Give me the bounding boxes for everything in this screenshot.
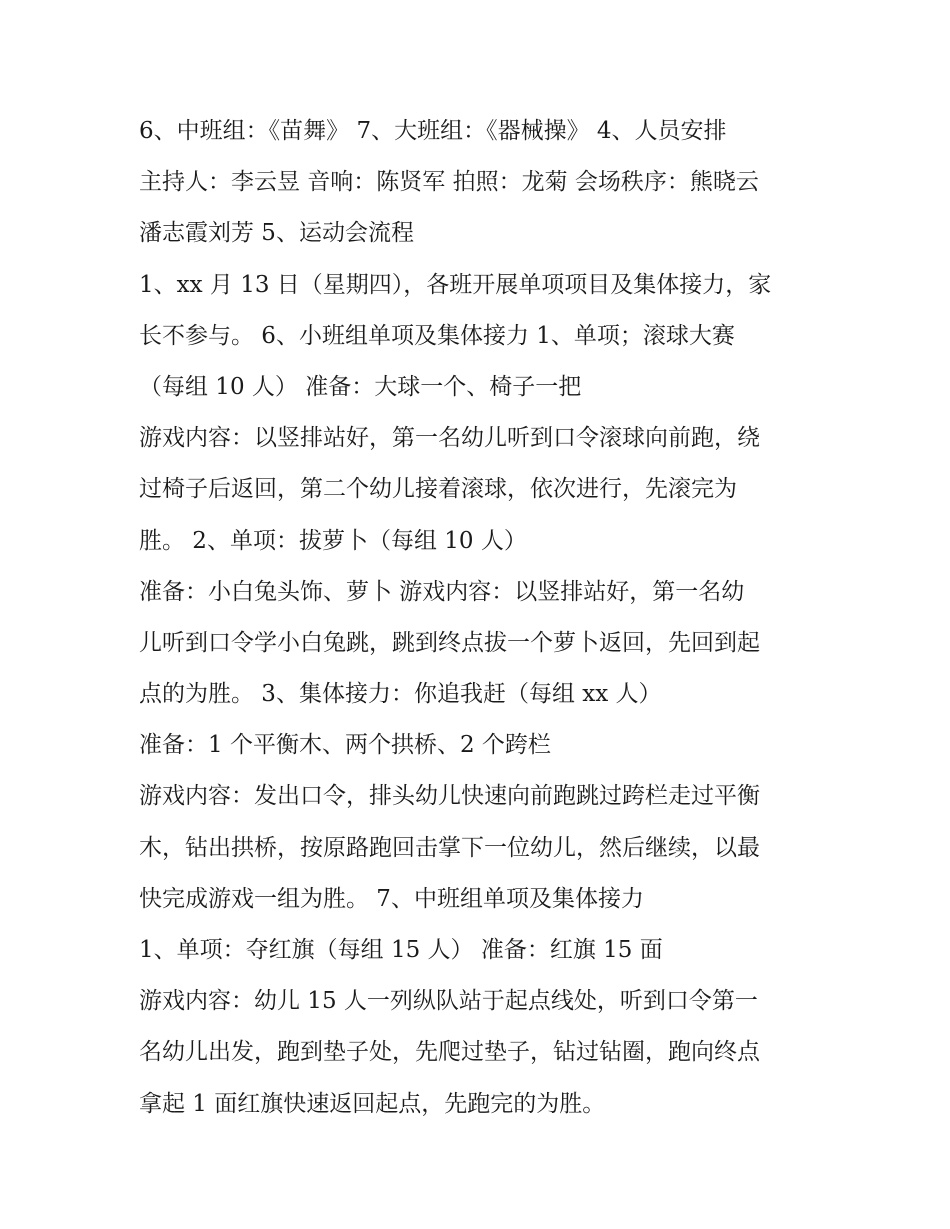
text-line: 快完成游戏一组为胜。 7、中班组单项及集体接力: [139, 885, 644, 912]
text-line: 长不参与。 6、小班组单项及集体接力 1、单项；滚球大赛: [139, 322, 735, 349]
text-line: 游戏内容：以竖排站好，第一名幼儿听到口令滚球向前跑，绕: [139, 425, 760, 452]
text-line: 点的为胜。 3、集体接力：你追我赶（每组 xx 人）: [139, 681, 662, 708]
text-line: 准备：1 个平衡木、两个拱桥、2 个跨栏: [139, 732, 551, 759]
text-line: 儿听到口令学小白兔跳，跳到终点拔一个萝卜返回，先回到起: [139, 629, 760, 656]
text-line: 木，钻出拱桥，按原路跑回击掌下一位幼儿，然后继续，以最: [139, 834, 760, 861]
text-line: 潘志霞刘芳 5、运动会流程: [139, 220, 414, 247]
text-line: 主持人：李云昱 音响：陈贤军 拍照：龙菊 会场秩序：熊晓云: [139, 169, 759, 196]
body-text: [139, 106, 829, 1130]
text-line: 1、单项：夺红旗（每组 15 人） 准备：红旗 15 面: [139, 937, 663, 963]
text-line: 游戏内容：幼儿 15 人一列纵队站于起点线处，听到口令第一: [139, 988, 758, 1015]
text-line: 名幼儿出发，跑到垫子处，先爬过垫子，钻过钻圈，跑向终点: [139, 1039, 760, 1066]
text-line: 准备：小白兔头饰、萝卜 游戏内容：以竖排站好，第一名幼: [139, 578, 745, 605]
text-line: 1、xx 月 13 日（星期四），各班开展单项项目及集体接力，家: [139, 271, 772, 298]
text-line: 6、中班组：《苗舞》 7、大班组：《器械操》 4、人员安排: [139, 118, 727, 144]
text-line: 游戏内容：发出口令，排头幼儿快速向前跑跳过跨栏走过平衡: [139, 783, 760, 810]
text-line: 胜。 2、单项：拔萝卜（每组 10 人）: [139, 527, 527, 554]
text-line: 过椅子后返回，第二个幼儿接着滚球，依次进行，先滚完为: [139, 476, 737, 503]
text-line: 拿起 1 面红旗快速返回起点，先跑完的为胜。: [139, 1090, 606, 1117]
text-line: （每组 10 人） 准备：大球一个、椅子一把: [139, 373, 582, 400]
